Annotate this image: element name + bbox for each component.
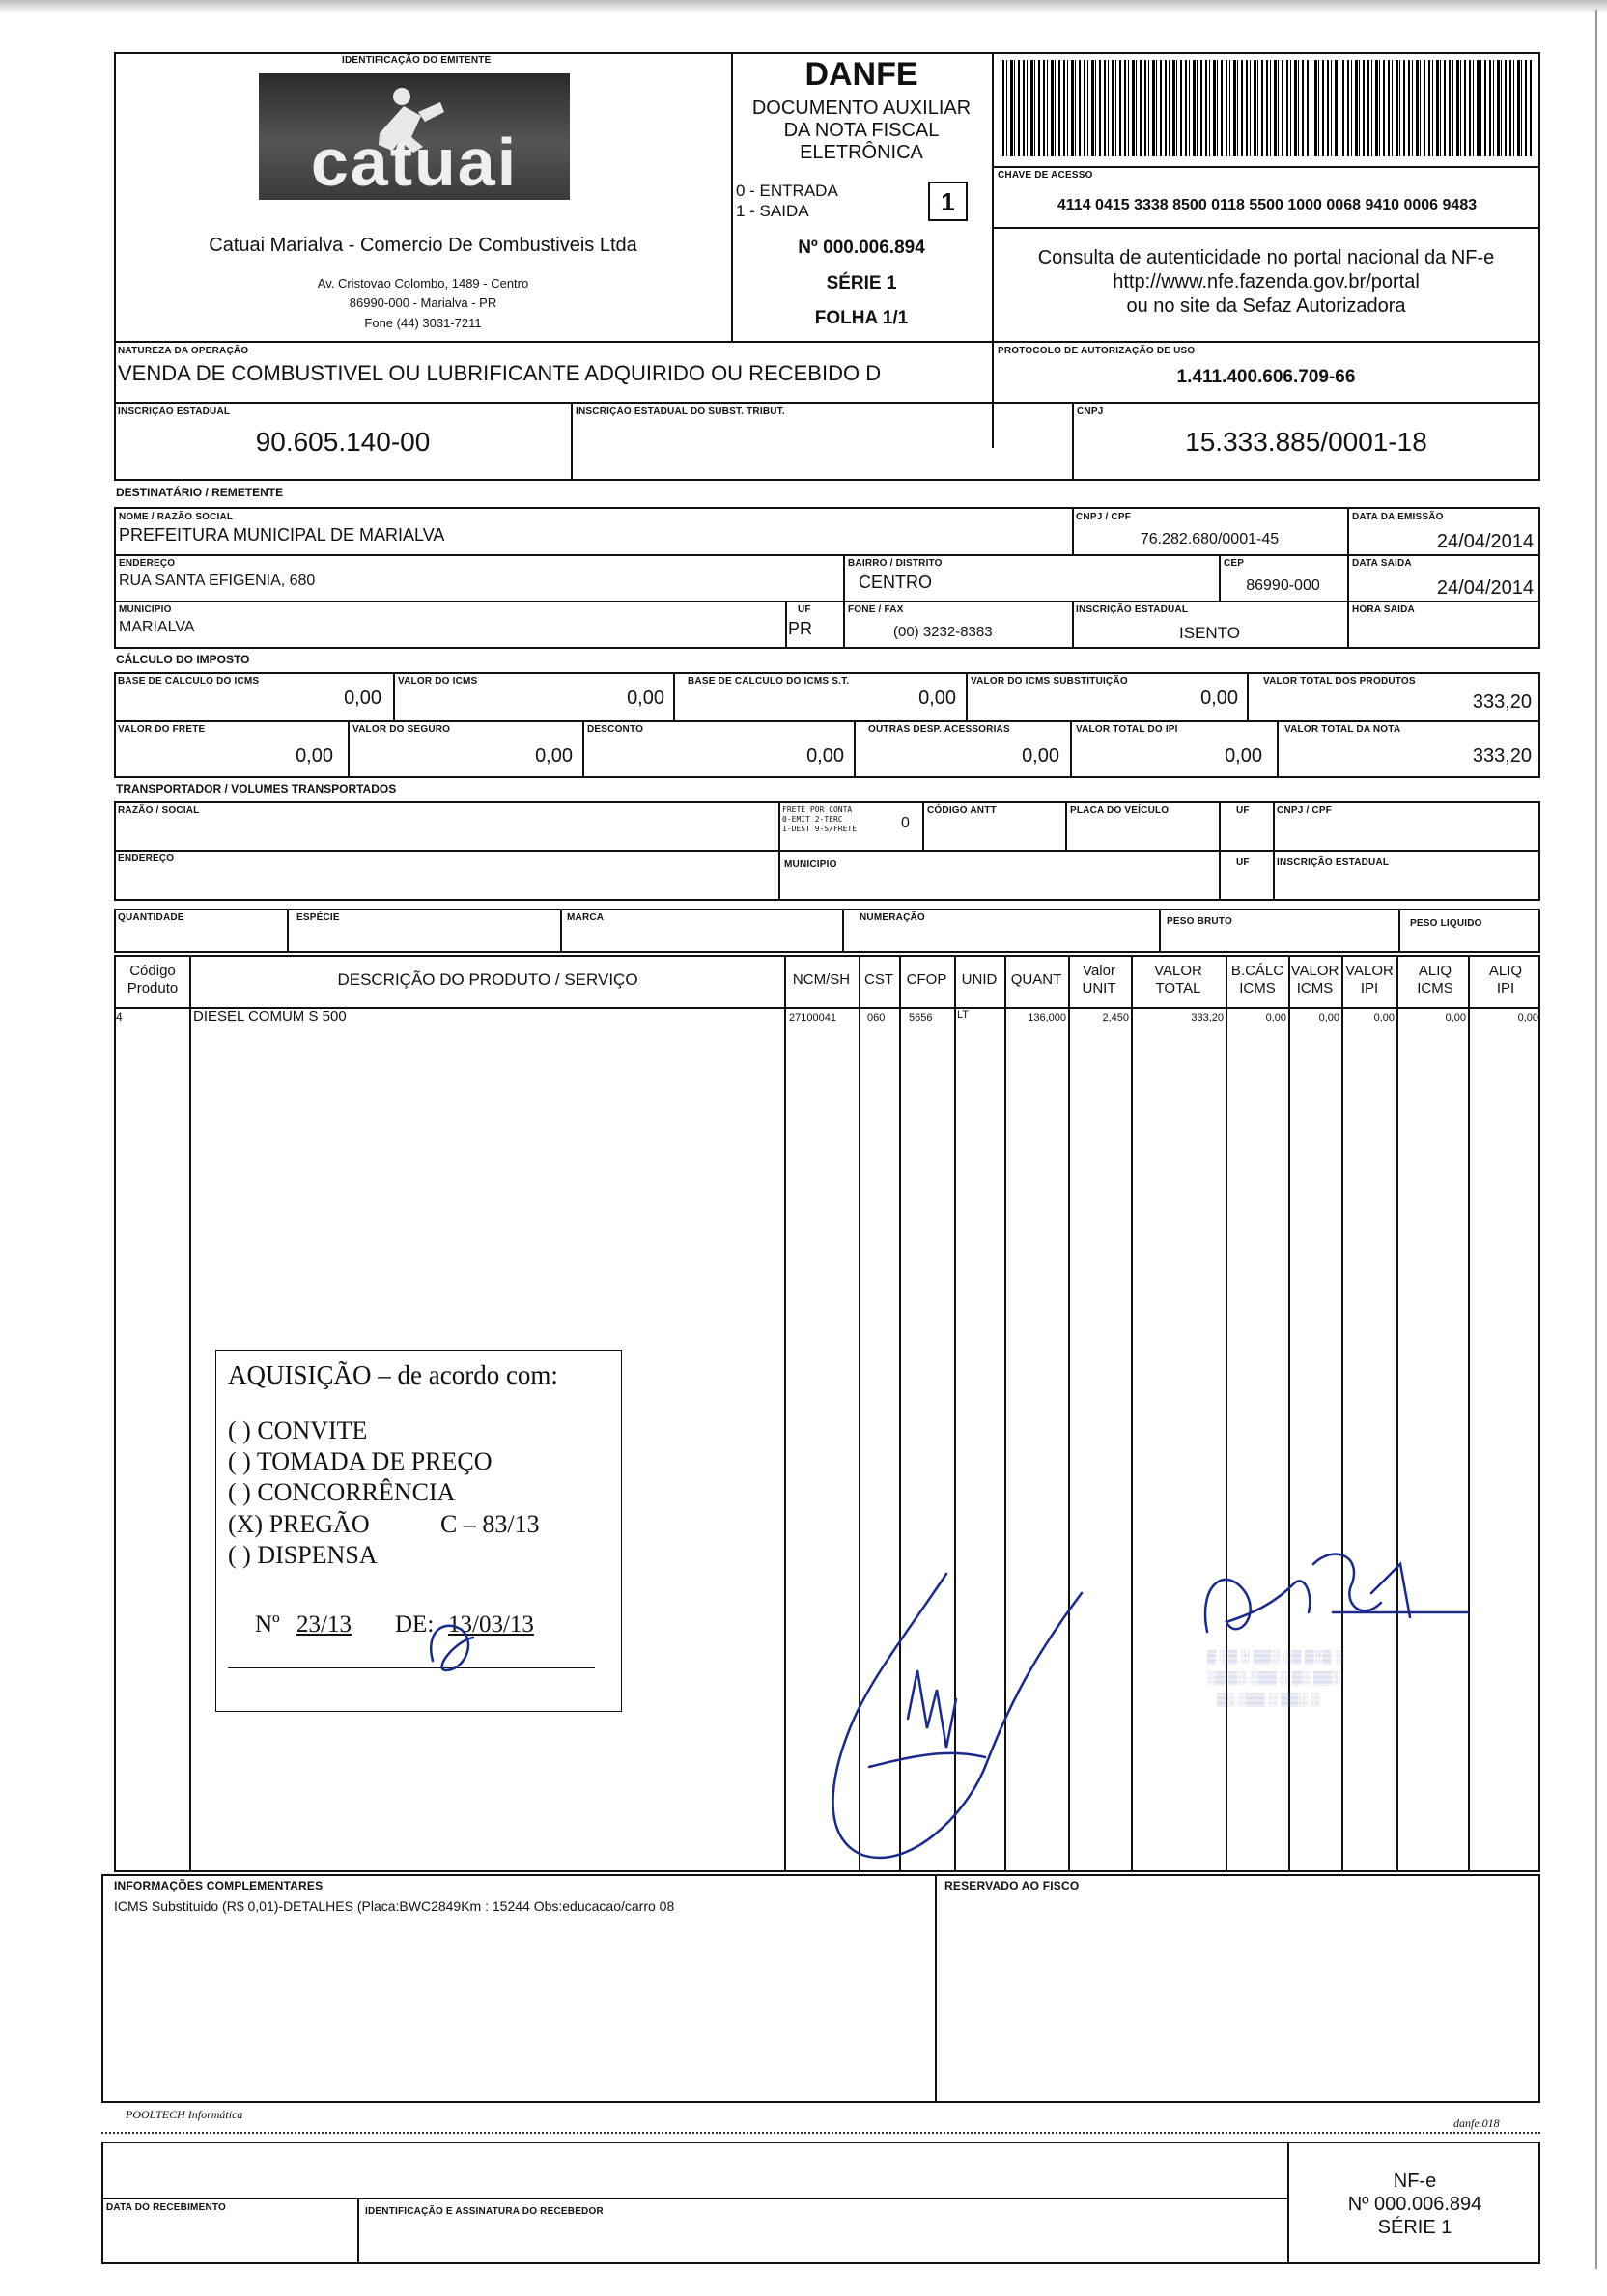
frete-line-3: 1-DEST 9-S/FRETE: [782, 825, 858, 833]
main-signature: [833, 1574, 1083, 1858]
dest-fone-label: FONE / FAX: [848, 604, 904, 615]
danfe-title: DANFE: [804, 56, 918, 93]
stamp-data-prefix: DE:: [395, 1611, 435, 1638]
emitente-address: Av. Cristovao Colombo, 1489 - Centro: [317, 276, 529, 291]
dest-nome-label: NOME / RAZÃO SOCIAL: [119, 512, 234, 522]
imp-div-7: [854, 720, 856, 778]
imposto-mid-line: [114, 720, 1540, 722]
transp-mid-line: [114, 850, 1540, 852]
initials-signature: [431, 1626, 473, 1670]
dest-row-line-1: [114, 554, 1540, 556]
th-cst: CST: [864, 971, 893, 988]
canhoto-nfe: NF-e: [1393, 2170, 1437, 2192]
danfe-subtitle-1: DOCUMENTO AUXILIAR: [751, 98, 972, 119]
emitente-city: 86990-000 - Marialva - PR: [349, 295, 497, 310]
dest-bairro-label: BAIRRO / DISTRITO: [848, 558, 943, 569]
desconto-value: 0,00: [806, 745, 844, 767]
row-unid: LT: [957, 1009, 970, 1021]
col-div-1: [189, 955, 191, 1872]
canhoto-numero: Nº 000.006.894: [1347, 2194, 1482, 2215]
th-cfop: CFOP: [906, 971, 947, 988]
row-aliq-ipi: 0,00: [1517, 1012, 1538, 1023]
th-valor-icms: VALOR ICMS: [1290, 963, 1339, 996]
row-valor-ipi: 0,00: [1373, 1012, 1395, 1023]
dest-nome: PREFEITURA MUNICIPAL DE MARIALVA: [119, 525, 445, 545]
ipi-label: VALOR TOTAL DO IPI: [1076, 724, 1178, 735]
vol-div-4: [1159, 909, 1161, 953]
stamp-blur-line-3: ▒░ ░▒▒ ░ ▒▒░ ░: [1217, 1692, 1320, 1706]
consulta-line-3: ou no site da Sefaz Autorizadora: [1126, 295, 1406, 317]
dest-hora-label: HORA SAIDA: [1352, 604, 1415, 615]
stamp-numero-prefix: Nº: [255, 1611, 280, 1638]
th-valor-unit: Valor UNIT: [1082, 963, 1116, 996]
nf-number: Nº 000.006.894: [798, 238, 925, 258]
barcode: [1002, 60, 1534, 156]
imposto-section: CÁLCULO DO IMPOSTO: [116, 653, 250, 666]
dest-emissao-label: DATA DA EMISSÃO: [1352, 512, 1444, 522]
dest-cep: 86990-000: [1246, 577, 1320, 594]
dest-div-bairro: [843, 554, 845, 601]
info-text: ICMS Substituido (R$ 0,01)-DETALHES (Placa:BWC2849Km : 15244 Obs:educacao/carro 08: [114, 1898, 675, 1914]
row-valor-unit: 2,450: [1102, 1012, 1129, 1023]
row-bc-icms: 0,00: [1265, 1012, 1286, 1023]
stamp-pregao: (X) PREGÃO: [228, 1510, 370, 1538]
transp-municipio-label: MUNICIPIO: [784, 859, 837, 870]
frete-value: 0,00: [296, 745, 333, 767]
th-unid: UNID: [961, 971, 998, 988]
nf-serie: SÉRIE 1: [826, 273, 897, 294]
chave-bottom-line: [992, 227, 1540, 229]
th-aliq-icms: ALIQ ICMS: [1417, 963, 1453, 996]
transp-div-3: [1065, 801, 1067, 850]
th-aliq-ipi: ALIQ IPI: [1488, 963, 1523, 996]
row-aliq-icms: 0,00: [1445, 1012, 1466, 1023]
seguro-value: 0,00: [535, 745, 573, 767]
outras-label: OUTRAS DESP. ACESSORIAS: [868, 724, 1010, 735]
especie-label: ESPÉCIE: [296, 912, 340, 923]
dest-cnpj: 76.282.680/0001-45: [1140, 531, 1280, 547]
frete-por-conta: [782, 805, 857, 834]
destinatario-section: DESTINATÁRIO / REMETENTE: [116, 486, 284, 499]
vol-div-2: [560, 909, 562, 953]
vol-div-1: [287, 909, 289, 953]
protocolo-value: 1.411.400.606.709-66: [1176, 367, 1356, 387]
bc-icms-label: BASE DE CALCULO DO ICMS: [118, 676, 260, 686]
peso-liquido-label: PESO LIQUIDO: [1410, 918, 1482, 929]
canhoto-mid-line: [101, 2198, 1287, 2199]
icms-value: 0,00: [627, 687, 664, 709]
imp-div-2: [673, 672, 675, 720]
fisco-label: RESERVADO AO FISCO: [944, 1879, 1080, 1892]
transp-div-4: [1219, 801, 1221, 901]
th-valor-total: VALOR TOTAL: [1154, 963, 1202, 996]
row-quant: 136,000: [1028, 1012, 1066, 1023]
dest-bairro: CENTRO: [859, 573, 932, 592]
row-valor-icms: 0,00: [1318, 1012, 1339, 1023]
ie-label: INSCRIÇÃO ESTADUAL: [118, 406, 231, 417]
consulta-line-1: Consulta de autenticidade no portal nacional da NF-e: [1037, 247, 1495, 268]
seguro-label: VALOR DO SEGURO: [352, 724, 451, 735]
total-prod-label: VALOR TOTAL DOS PRODUTOS: [1263, 676, 1416, 686]
numeracao-label: NUMERAÇÃO: [860, 912, 925, 923]
dest-saida: 24/04/2014: [1436, 577, 1534, 599]
row-ncm: 27100041: [789, 1012, 836, 1023]
row-valor-total: 333,20: [1191, 1012, 1224, 1023]
th-ncm: NCM/SH: [792, 971, 851, 988]
info-divider: [935, 1874, 937, 2103]
icms-st-label: VALOR DO ICMS SUBSTITUIÇÃO: [971, 676, 1128, 686]
dest-municipio: MARIALVA: [119, 619, 195, 635]
icms-label: VALOR DO ICMS: [398, 676, 478, 686]
natureza-value: VENDA DE COMBUSTIVEL OU LUBRIFICANTE ADQUIRIDO OU RECEBIDO D: [118, 361, 882, 385]
quantidade-label: QUANTIDADE: [118, 912, 184, 923]
total-nota-label: VALOR TOTAL DA NOTA: [1284, 724, 1401, 735]
logo-text: catuai: [310, 125, 519, 200]
dest-municipio-label: MUNICIPIO: [119, 604, 172, 615]
natureza-label: NATUREZA DA OPERAÇÃO: [118, 346, 249, 356]
imp-div-4: [1247, 672, 1249, 720]
emitente-phone: Fone (44) 3031-7211: [364, 316, 482, 330]
dest-div-uf: [785, 601, 787, 649]
dest-row-line-2: [114, 601, 1540, 602]
consulta-line-2: http://www.nfe.fazenda.gov.br/portal: [1113, 271, 1420, 293]
entrada-label: 0 - ENTRADA: [736, 182, 838, 200]
th-valor-ipi: VALOR IPI: [1345, 963, 1394, 996]
total-prod-value: 333,20: [1472, 691, 1532, 713]
dest-fone: (00) 3232-8383: [893, 624, 993, 640]
dest-ie-label: INSCRIÇÃO ESTADUAL: [1076, 604, 1189, 615]
transp-cnpj-label: CNPJ / CPF: [1277, 805, 1333, 816]
total-nota-value: 333,20: [1472, 745, 1532, 767]
emitente-name: Catuai Marialva - Comercio De Combustiveis Ltda: [209, 235, 637, 256]
dest-uf-label: UF: [798, 604, 811, 615]
recebimento-label: DATA DO RECEBIMENTO: [106, 2202, 226, 2213]
canhoto-div-1: [357, 2198, 359, 2264]
dest-cep-label: CEP: [1224, 558, 1245, 569]
dest-div-fone: [843, 601, 845, 649]
imp-div-5: [348, 720, 350, 778]
dest-emissao: 24/04/2014: [1436, 531, 1534, 552]
desconto-label: DESCONTO: [587, 724, 644, 735]
frete-label: VALOR DO FRETE: [118, 724, 206, 735]
danfe-subtitle-2: DA NOTA FISCAL: [783, 120, 940, 141]
vol-div-5: [1398, 909, 1400, 953]
emitente-label: IDENTIFICAÇÃO DO EMITENTE: [342, 55, 492, 66]
tipo-box: 1: [928, 182, 968, 221]
peso-bruto-label: PESO BRUTO: [1167, 916, 1232, 927]
transp-ie-label: INSCRIÇÃO ESTADUAL: [1277, 857, 1390, 868]
dest-uf: PR: [788, 619, 813, 638]
frete-modalidade: 0: [901, 815, 910, 831]
dest-endereco-label: ENDEREÇO: [119, 558, 176, 569]
bc-st-value: 0,00: [918, 687, 956, 709]
cnpj-label: CNPJ: [1077, 406, 1104, 417]
transportador-section: TRANSPORTADOR / VOLUMES TRANSPORTADOS: [116, 782, 397, 796]
ipi-value: 0,00: [1225, 745, 1262, 767]
placa-label: PLACA DO VEÍCULO: [1070, 805, 1170, 816]
danfe-subtitle-3: ELETRÔNICA: [800, 142, 923, 163]
software-credit: POOLTECH Informática: [126, 2108, 243, 2121]
canhoto-serie: SÉRIE 1: [1377, 2217, 1452, 2238]
imp-div-6: [582, 720, 584, 778]
stamp-pregao-numero: C – 83/13: [440, 1510, 540, 1538]
th-codigo: Código Produto: [127, 963, 179, 996]
assinatura-label: IDENTIFICAÇÃO E ASSINATURA DO RECEBEDOR: [365, 2206, 604, 2217]
nf-folha: FOLHA 1/1: [814, 308, 909, 328]
marca-label: MARCA: [567, 912, 605, 923]
info-label: INFORMAÇÕES COMPLEMENTARES: [114, 1879, 324, 1892]
dest-div-data: [1347, 507, 1349, 649]
chave-label: CHAVE DE ACESSO: [998, 170, 1093, 181]
vol-div-3: [842, 909, 844, 953]
transp-endereco-label: ENDEREÇO: [118, 854, 175, 864]
imp-div-1: [393, 672, 395, 720]
ie-subst-label: INSCRIÇÃO ESTADUAL DO SUBST. TRIBUT.: [576, 406, 785, 417]
transp-div-5: [1273, 801, 1275, 901]
stamp-blur-line-1: ▒ ░▒ ░ ▒▒░ ░▒ ▒░▒ ░: [1207, 1649, 1344, 1664]
outras-value: 0,00: [1022, 745, 1059, 767]
icms-st-value: 0,00: [1200, 687, 1238, 709]
imp-div-8: [1070, 720, 1072, 778]
chave-top-line: [992, 166, 1540, 168]
second-signature: [1205, 1554, 1468, 1632]
row-cfop: 5656: [909, 1012, 933, 1023]
emitente-divider: [731, 52, 733, 343]
stamp-data: 13/03/13: [448, 1611, 534, 1638]
transp-uf-label: UF: [1236, 805, 1250, 816]
ie-value: 90.605.140-00: [255, 427, 431, 457]
th-bc-icms: B.CÁLC ICMS: [1230, 963, 1284, 996]
th-quant: QUANT: [1010, 971, 1062, 988]
stamp-tomada: ( ) TOMADA DE PREÇO: [228, 1447, 493, 1475]
dest-saida-label: DATA SAIDA: [1352, 558, 1412, 569]
saida-label: 1 - SAIDA: [736, 202, 809, 220]
protocolo-label: PROTOCOLO DE AUTORIZAÇÃO DE USO: [998, 346, 1196, 356]
frete-line-1: FRETE POR CONTA: [782, 805, 853, 814]
handwritten-signatures: [406, 1526, 1516, 1892]
chave-value: 4114 0415 3338 8500 0118 5500 1000 0068 9410 0006 9483: [1057, 197, 1478, 213]
row-codigo: 4: [116, 1010, 123, 1023]
stamp-numero: 23/13: [296, 1611, 352, 1638]
transp-div-1: [778, 801, 780, 901]
transp-div-2: [922, 801, 924, 850]
bc-icms-value: 0,00: [344, 687, 381, 709]
cnpj-value: 15.333.885/0001-18: [1185, 427, 1427, 457]
company-logo: [259, 73, 570, 200]
bc-st-label: BASE DE CALCULO DO ICMS S.T.: [688, 676, 850, 686]
transp-razao-label: RAZÃO / SOCIAL: [118, 805, 200, 816]
row-descricao: DIESEL COMUM S 500: [193, 1008, 347, 1024]
stamp-dispensa: ( ) DISPENSA: [228, 1541, 378, 1569]
scan-right-edge: [1595, 10, 1597, 2269]
frete-line-2: 0-EMIT 2-TERC: [782, 815, 843, 824]
stamp-convite: ( ) CONVITE: [228, 1416, 368, 1444]
stamp-concorrencia: ( ) CONCORRÊNCIA: [228, 1478, 456, 1506]
dest-ie: ISENTO: [1179, 624, 1240, 642]
stamp-blur-line-2: ░▒ ▒░ ░▒▒ ░ ▒░ ▒▒░: [1207, 1670, 1340, 1685]
imp-div-9: [1277, 720, 1279, 778]
imp-div-3: [966, 672, 968, 720]
scan-top-shadow: [0, 0, 1607, 14]
dest-endereco: RUA SANTA EFIGENIA, 680: [119, 573, 316, 589]
th-descricao: DESCRIÇÃO DO PRODUTO / SERVIÇO: [337, 970, 638, 989]
antt-label: CÓDIGO ANTT: [927, 805, 997, 816]
tear-line: [101, 2132, 1540, 2134]
form-code: danfe.018: [1453, 2116, 1500, 2130]
stamp-title: AQUISIÇÃO – de acordo com:: [228, 1360, 558, 1389]
dest-cnpj-label: CNPJ / CPF: [1076, 512, 1132, 522]
row-cst: 060: [867, 1012, 886, 1023]
transp-uf2-label: UF: [1236, 857, 1250, 868]
inscricao-divider-1: [571, 402, 573, 481]
